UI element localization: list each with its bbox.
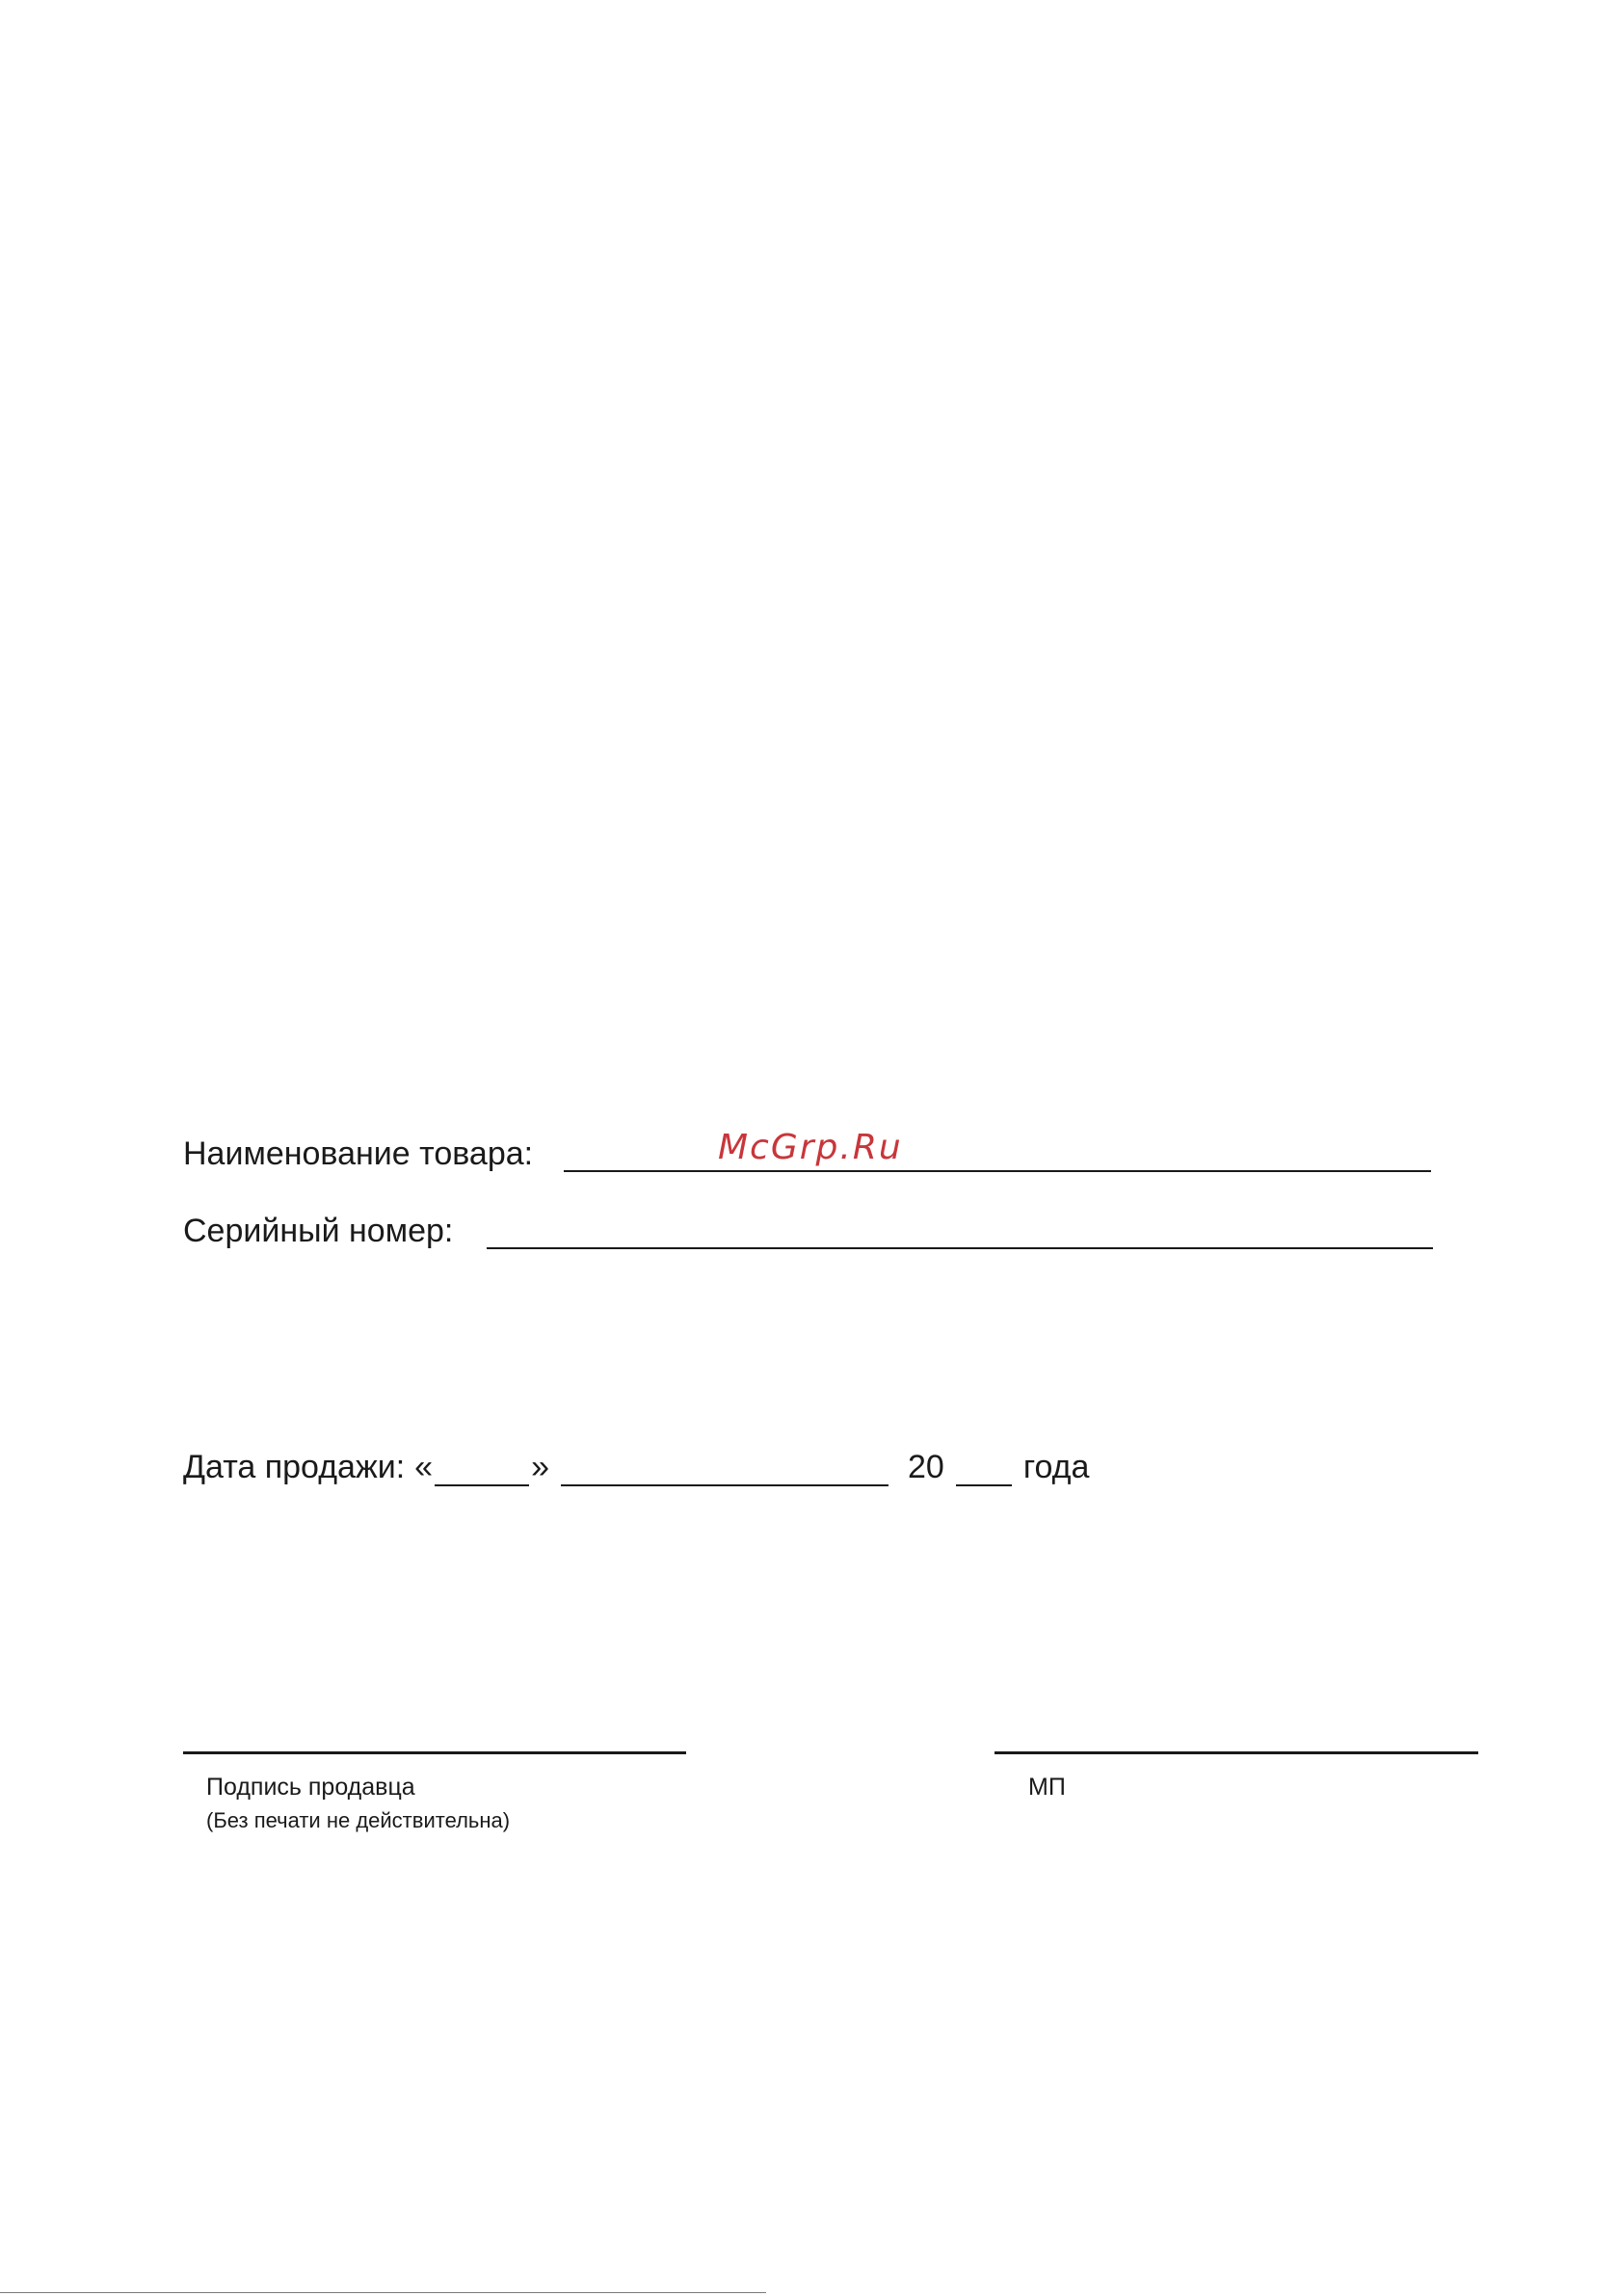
product-name-field[interactable] xyxy=(564,1170,1431,1172)
bottom-rule xyxy=(0,2292,766,2293)
stamp-label: МП xyxy=(1028,1774,1066,1801)
sale-year-field[interactable] xyxy=(956,1455,1012,1486)
serial-number-label: Серийный номер: xyxy=(183,1213,454,1249)
seller-signature-label: Подпись продавца xyxy=(206,1774,415,1801)
sale-year-suffix: года xyxy=(1022,1449,1090,1485)
stamp-line[interactable] xyxy=(995,1751,1478,1754)
seller-signature-line[interactable] xyxy=(183,1751,686,1754)
sale-date-close-quote: » xyxy=(531,1449,549,1485)
sale-date-label: Дата продажи: xyxy=(183,1449,406,1485)
serial-number-field[interactable] xyxy=(487,1247,1433,1249)
product-name-label: Наименование товара: xyxy=(183,1135,534,1172)
sale-year-prefix: 20 xyxy=(908,1449,944,1485)
seller-signature-note: (Без печати не действительна) xyxy=(206,1808,511,1832)
sale-day-field[interactable] xyxy=(435,1455,529,1486)
sale-date-open-quote: « xyxy=(414,1449,434,1485)
sale-month-field[interactable] xyxy=(561,1455,889,1486)
watermark: McGrp.Ru xyxy=(718,1128,903,1167)
sale-date-row xyxy=(183,1448,1089,1486)
